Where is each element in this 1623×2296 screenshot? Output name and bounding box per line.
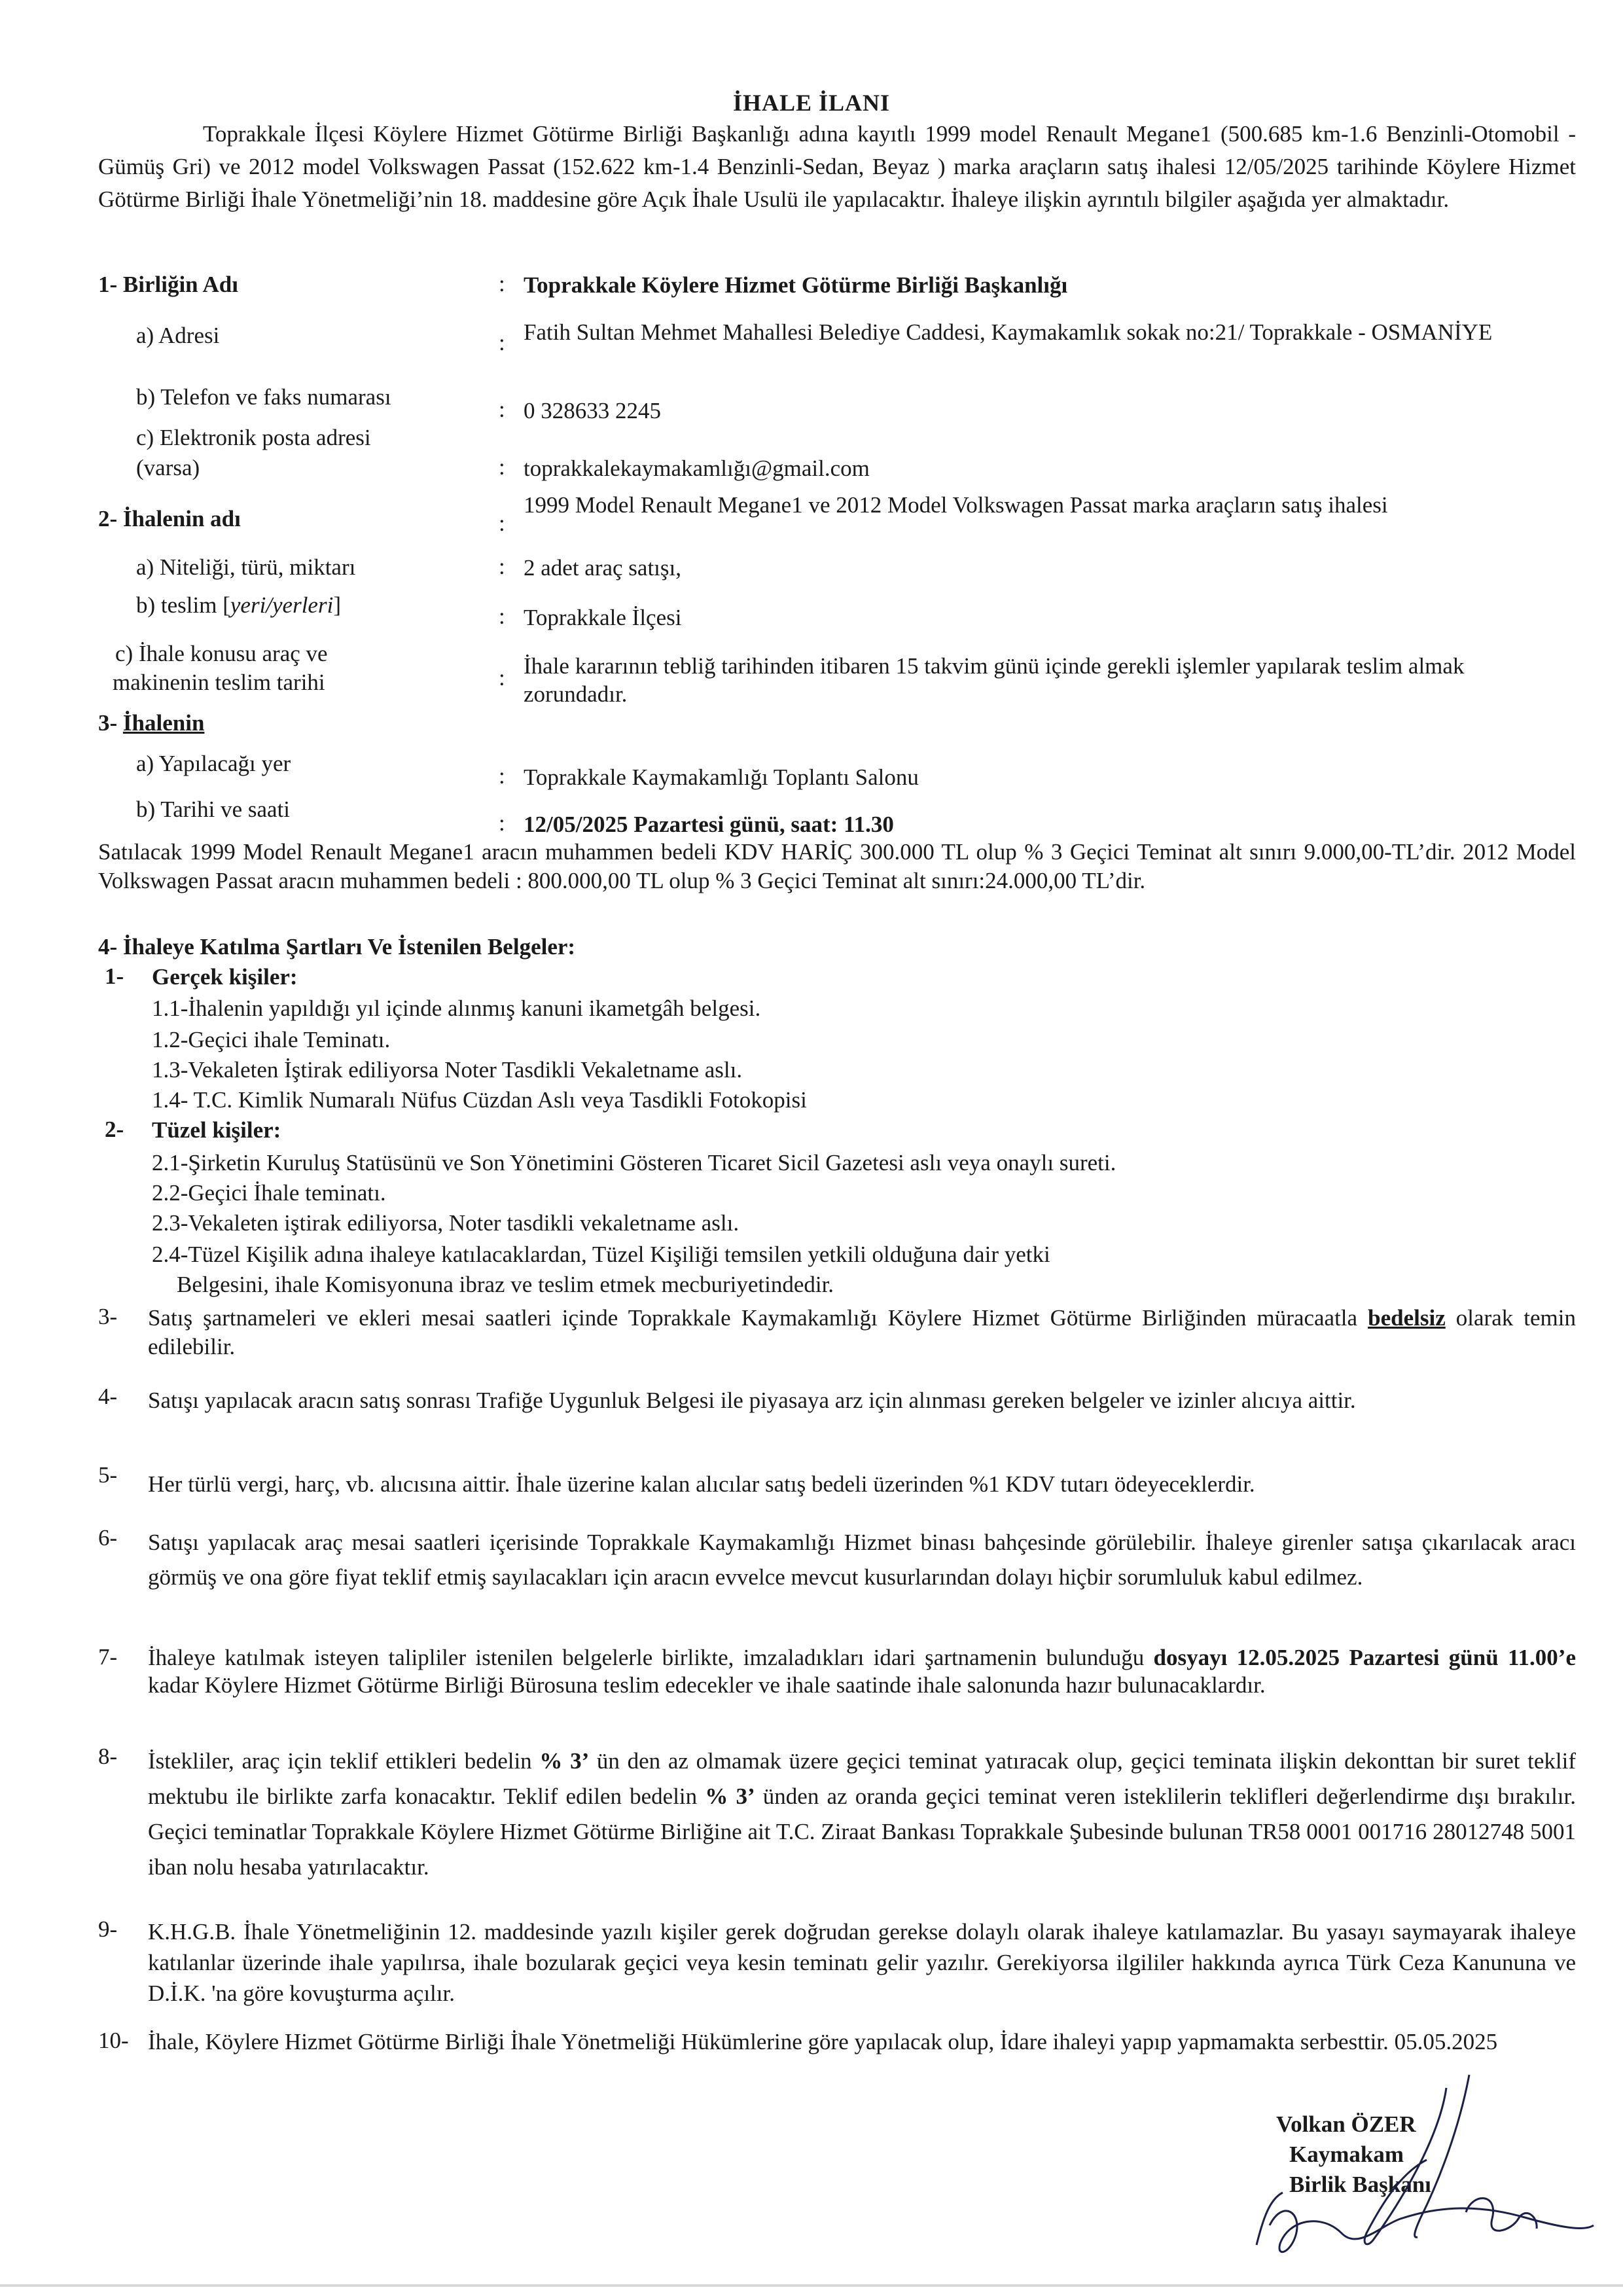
legal-persons-number: 2- <box>105 1117 124 1142</box>
time-value: 12/05/2025 Pazartesi günü, saat: 11.30 <box>524 812 894 837</box>
union-name-value: Toprakkale Köylere Hizmet Götürme Birliği Başkanlığı <box>524 272 1068 298</box>
real-person-item: 1.3-Vekaleten İştirak ediliyorsa Noter Tasdikli Vekaletname aslı. <box>152 1057 743 1083</box>
delivery-label-text: b) teslim [ <box>136 592 230 618</box>
phone-label: b) Telefon ve faks numarası <box>136 384 391 410</box>
legal-person-item: 2.2-Geçici İhale teminatı. <box>152 1180 386 1206</box>
item-8-text-a: İstekliler, araç için teklif ettikleri bedelin <box>148 1748 540 1774</box>
address-value: Fatih Sultan Mehmet Mahallesi Belediye Caddesi, Kaymakamlık sokak no:21/ Toprakkale - OSMANİYE <box>524 319 1493 345</box>
legal-person-item: Belgesini, ihale Komisyonuna ibraz ve teslim etmek mecburiyetindedir. <box>177 1272 834 1297</box>
section-4-label: 4- İhaleye Katılma Şartları Ve İstenilen Belgeler: <box>98 934 576 960</box>
item-8-number: 8- <box>98 1744 118 1769</box>
item-7-text-a: İhaleye katılmak isteyen talipliler istenilen belgelerle birlikte, imzaladıkları idari şartnamenin bulunduğu <box>148 1645 1154 1670</box>
item-10-number: 10- <box>98 2028 129 2053</box>
price-paragraph: Satılacak 1999 Model Renault Megane1 aracın muhammen bedeli KDV HARİÇ 300.000 TL olup % 3 Geçici Teminat alt sınırı 9.000,00-TL’dir. 2012 Model Volkswagen Passat aracın muhammen bedeli : 800.000,00 TL olup % 3 Geçici Teminat alt sınırı:24.000,00 TL’dir. <box>98 839 1576 893</box>
real-person-item: 1.1-İhalenin yapıldığı yıl içinde alınmış kanuni ikametgâh belgesi. <box>152 996 761 1021</box>
delivery-label-italic: yeri/yerleri <box>230 592 334 618</box>
item-7-text-c: kadar Köylere Hizmet Götürme Birliği Bürosuna teslim edecekler ve ihale saatinde ihale salonunda hazır bulunacaklardır. <box>148 1672 1266 1698</box>
colon: : <box>499 554 505 579</box>
colon: : <box>499 330 505 355</box>
item-8-text <box>148 1744 1576 1885</box>
colon: : <box>499 763 505 789</box>
email-label-1: c) Elektronik posta adresi <box>136 425 371 450</box>
legal-person-item: 2.3-Vekaleten iştirak ediliyorsa, Noter tasdikli vekaletname aslı. <box>152 1210 740 1236</box>
legal-persons-title: Tüzel kişiler: <box>152 1117 281 1143</box>
item-9-text: K.H.G.B. İhale Yönetmeliğinin 12. maddesinde yazılı kişiler gerek doğrudan gerekse dolaylı olarak ihaleye katılamazlar. Bu yasayı saymayarak ihaleye katılanlar üzerinde ihale yapılırsa, ihale bozularak geçici veya kesin teminatı gelir yazılır. Gerekiyorsa ilgililer hakkında ayrıca Türk Ceza Kanununa ve D.İ.K. 'na göre kovuşturma açılır. <box>148 1919 1576 2006</box>
delivery-label <box>136 592 341 619</box>
nature-label: a) Niteliği, türü, miktarı <box>136 554 356 580</box>
colon: : <box>499 603 505 629</box>
delivery-label-bracket: ] <box>333 592 341 618</box>
colon: : <box>499 454 505 480</box>
legal-person-item: 2.4-Tüzel Kişilik adına ihaleye katılacaklardan, Tüzel Kişiliği temsilen yetkili olduğuna dair yetki <box>152 1242 1050 1267</box>
item-3-number: 3- <box>98 1304 118 1329</box>
signatory-title: Birlik Başkanı <box>1289 2172 1431 2197</box>
item-3-text <box>148 1304 1576 1361</box>
time-label: b) Tarihi ve saati <box>136 797 291 822</box>
real-persons-title: Gerçek kişiler: <box>152 964 298 990</box>
colon: : <box>499 810 505 836</box>
real-persons-number: 1- <box>105 963 124 989</box>
email-value: toprakkalekaymakamlığı@gmail.com <box>524 456 870 481</box>
signatory-name: Volkan ÖZER <box>1276 2111 1416 2137</box>
item-7-number: 7- <box>98 1644 118 1670</box>
item-8-text-c: ün den az olmamak üzere geçici teminat yatıracak olup, geçici teminata ilişkin dekonttan bir suret teklif mektubu ile birlikte zarfa konacaktır. Teklif edilen bedelin <box>148 1748 1577 1809</box>
address-label: a) Adresi <box>136 323 220 348</box>
place-value: Toprakkale Kaymakamlığı Toplantı Salonu <box>524 764 919 790</box>
section-2-title: İhalenin adı <box>122 506 241 531</box>
section-2-label <box>98 505 241 533</box>
delivery-date-value: İhale kararının tebliğ tarihinden itibaren 15 takvim günü içinde gerekli işlemler yapılarak teslim almak zorundadır. <box>524 653 1465 707</box>
nature-value: 2 adet araç satışı, <box>524 555 682 581</box>
item-3-text-a: Satış şartnameleri ve ekleri mesai saatleri içinde Toprakkale Kaymakamlığı Köylere Hizmet Götürme Birliğinden müracaatla <box>148 1305 1368 1331</box>
intro-paragraph <box>98 118 1576 216</box>
item-3-free-of-charge: bedelsiz <box>1368 1305 1446 1331</box>
item-6-text: Satışı yapılacak araç mesai saatleri içerisinde Toprakkale Kaymakamlığı Hizmet binası bahçesinde görülebilir. İhaleye girenler satışa çıkarılacak aracı görmüş ve ona göre fiyat teklif etmiş sayılacakları için aracın evvelce mevcut kusurlarından dolayı hiçbir sorumluluk kabul edilmez. <box>148 1530 1576 1590</box>
item-3-text-c: olarak temin edilebilir. <box>148 1305 1577 1359</box>
item-5-text: Her türlü vergi, harç, vb. alıcısına aittir. İhale üzerine kalan alıcılar satış bedeli üzerinden %1 KDV tutarı ödeyeceklerdir. <box>148 1471 1255 1497</box>
delivery-value: Toprakkale İlçesi <box>524 605 682 630</box>
item-10-text: İhale, Köylere Hizmet Götürme Birliği İhale Yönetmeliği Hükümlerine göre yapılacak olup, İdare ihaleyi yapıp yapmamakta serbesttir. 05.05.2025 <box>148 2029 1498 2054</box>
item-9-number: 9- <box>98 1916 118 1942</box>
colon: : <box>499 271 505 296</box>
item-7-deadline: dosyayı 12.05.2025 Pazartesi günü 11.00’e <box>1153 1645 1576 1670</box>
item-4-text: Satışı yapılacak aracın satış sonrası Trafiğe Uygunluk Belgesi ile piyasaya arz için alınması gereken belgeler ve izinler alıcıya aittir. <box>148 1388 1356 1413</box>
intro-text: Toprakkale İlçesi Köylere Hizmet Götürme Birliği Başkanlığı adına kayıtlı 1999 model Renault Megane1 (500.685 km-1.6 Benzinli-Otomobil -Gümüş Gri) ve 2012 model Volkswagen Passat (152.622 km-1.4 Benzinli-Sedan, Beyaz ) marka araçların satış ihalesi 12/05/2025 tarihinde Köylere Hizmet Götürme Birliği İhale Yönetmeliği’nin 18. maddesine göre Açık İhale Usulü ile yapılacaktır. İhaleye ilişkin ayrıntılı bilgiler aşağıda yer almaktadır. <box>98 121 1576 212</box>
handwritten-signature <box>1243 2062 1597 2271</box>
section-3-label <box>98 709 204 737</box>
section-3-number: 3- <box>98 710 123 736</box>
place-label: a) Yapılacağı yer <box>136 751 291 776</box>
signatory-role: Kaymakam <box>1289 2142 1404 2167</box>
tender-name-value: 1999 Model Renault Megane1 ve 2012 Model Volkswagen Passat marka araçların satış ihalesi <box>524 492 1388 518</box>
document-title: İHALE İLANI <box>732 90 891 116</box>
section-1-label: 1- Birliğin Adı <box>98 272 238 297</box>
item-4-number: 4- <box>98 1384 118 1409</box>
section-2-number: 2- <box>98 506 123 531</box>
colon: : <box>499 511 505 536</box>
delivery-date-label-2: makinenin teslim tarihi <box>113 670 325 695</box>
item-5-number: 5- <box>98 1462 118 1488</box>
colon: : <box>499 665 505 691</box>
real-person-item: 1.4- T.C. Kimlik Numaralı Nüfus Cüzdan Aslı veya Tasdikli Fotokopisi <box>152 1087 807 1113</box>
section-3-title: İhalenin <box>122 710 205 736</box>
item-8-percent: % 3’ <box>539 1748 590 1774</box>
phone-value: 0 328633 2245 <box>524 398 661 423</box>
item-8-text-e: ünden az oranda geçici teminat veren isteklilerin teklifleri değerlendirme dışı bırakılır. Geçici teminatlar Toprakkale Köylere Hizmet Götürme Birliğine ait T.C. Ziraat Bankası Toprakkale Şubesinde bulunan TR58 0001 001716 28012748 5001 iban nolu hesaba yatırılacaktır. <box>148 1784 1576 1880</box>
item-6-number: 6- <box>98 1525 118 1551</box>
colon: : <box>499 397 505 422</box>
delivery-date-label-1: c) İhale konusu araç ve <box>115 641 328 666</box>
item-8-percent: % 3’ <box>705 1784 755 1809</box>
legal-person-item: 2.1-Şirketin Kuruluş Statüsünü ve Son Yönetimini Gösteren Ticaret Sicil Gazetesi aslı veya onaylı sureti. <box>152 1150 1116 1175</box>
scan-edge-line <box>0 2284 1623 2287</box>
email-label-2: (varsa) <box>136 455 200 480</box>
real-person-item: 1.2-Geçici ihale Teminatı. <box>152 1027 391 1052</box>
item-7-text <box>148 1644 1576 1699</box>
